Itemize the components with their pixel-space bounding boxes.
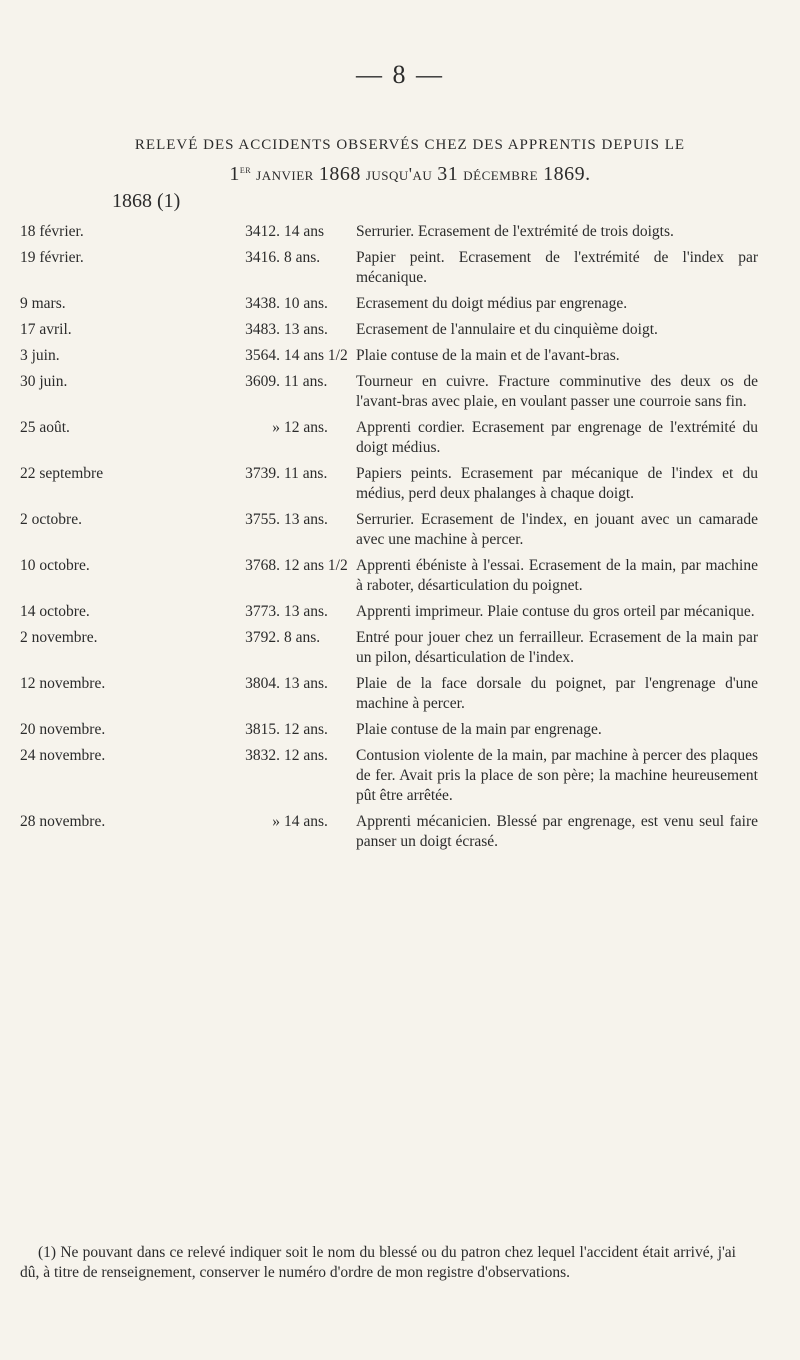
entry-description: Entré pour jouer chez un ferrailleur. Ecrasement de la main par un pilon, désarticulation de l'index. [356,629,758,666]
entry-age: 12 ans. [284,747,328,764]
list-item [20,418,780,458]
entry-register-number: 3755. [245,511,280,528]
entry-register-number: 3438. [245,295,280,312]
entry-description: Plaie contuse de la main par engrenage. [356,721,602,738]
entry-description: Papiers peints. Ecrasement par mécanique de l'index et du médius, perd deux phalanges à chaque doigt. [356,465,758,502]
entry-register-number: 3832. [245,747,280,764]
list-item [20,628,780,668]
list-item [20,248,780,288]
list-item [20,320,780,340]
entry-description: Ecrasement du doigt médius par engrenage. [356,295,628,312]
entry-description: Ecrasement de l'annulaire et du cinquième doigt. [356,321,658,338]
entry-age: 8 ans. [284,629,321,646]
title-month-end: décembre [463,164,539,184]
title-day-suffix: er [239,164,252,176]
footnote: (1) Ne pouvant dans ce relevé indiquer soit le nom du blessé ou du patron chez lequel l'accident était arrivé, j'ai dû, à titre de renseignement, conserver le numéro d'ordre de mon registre d'observations. [20,1244,736,1281]
entry-age: 13 ans. [284,603,328,620]
entry-register-number: 3483. [245,321,280,338]
entry-register-number: 3768. [245,557,280,574]
list-item [20,674,780,714]
list-item [20,346,780,366]
title-until: jusqu'au [365,164,433,184]
entry-age: 12 ans. [284,721,328,738]
entry-register-number: » [272,419,280,436]
entry-date: 12 novembre. [20,675,106,692]
title-day-one: 1 [229,163,240,185]
entry-description: Papier peint. Ecrasement de l'extrémité de l'index par mécanique. [356,249,758,286]
entry-age: 13 ans. [284,321,328,338]
entry-description: Plaie contuse de la main et de l'avant-bras. [356,347,620,364]
entry-register-number: 3804. [245,675,280,692]
list-item [20,746,780,806]
entry-register-number: 3564. [245,347,280,364]
list-item [20,372,780,412]
document-title [100,133,720,187]
entry-age: 12 ans. [284,419,328,436]
accident-list [20,222,780,858]
page-number: — 8 — [356,60,444,89]
entry-date: 18 février. [20,223,84,240]
entry-date: 25 août. [20,419,70,436]
entry-date: 17 avril. [20,321,72,338]
entry-register-number: 3412. [245,223,280,240]
entry-age: 12 ans 1/2 [284,557,348,574]
entry-description: Plaie de la face dorsale du poignet, par l'engrenage d'une machine à percer. [356,675,758,712]
list-item [20,510,780,550]
title-day-end: 31 [437,163,459,185]
entry-description: Tourneur en cuivre. Fracture comminutive des deux os de l'avant-bras avec plaie, en voulant passer une courroie sans fin. [356,373,758,410]
entry-date: 9 mars. [20,295,66,312]
entry-date: 22 septembre [20,465,104,482]
entry-date: 2 novembre. [20,629,98,646]
entry-date: 2 octobre. [20,511,82,528]
title-year-end: 1869. [543,163,591,185]
entry-age: 14 ans [284,223,325,240]
entry-register-number: 3792. [245,629,280,646]
title-month-start: janvier [256,164,314,184]
entry-date: 24 novembre. [20,747,106,764]
entry-age: 11 ans. [284,465,328,482]
entry-age: 13 ans. [284,675,328,692]
entry-date: 3 juin. [20,347,60,364]
entry-date: 20 novembre. [20,721,106,738]
list-item [20,812,780,852]
entry-register-number: 3416. [245,249,280,266]
entry-date: 30 juin. [20,373,68,390]
entry-register-number: 3739. [245,465,280,482]
entry-date: 14 octobre. [20,603,90,620]
list-item [20,602,780,622]
entry-age: 13 ans. [284,511,328,528]
entry-register-number: 3773. [245,603,280,620]
entry-date: 19 février. [20,249,84,266]
entry-description: Serrurier. Ecrasement de l'extrémité de trois doigts. [356,223,674,240]
list-item [20,294,780,314]
entry-description: Apprenti ébéniste à l'essai. Ecrasement de la main, par machine à raboter, désarticulation du poignet. [356,557,758,594]
entry-description: Serrurier. Ecrasement de l'index, en jouant avec un camarade avec une machine à percer. [356,511,758,548]
entry-description: Contusion violente de la main, par machine à percer des plaques de fer. Avait pris la place de son père; la machine heureusement pût être arrêtée. [356,747,758,804]
entry-date: 28 novembre. [20,813,106,830]
list-item [20,720,780,740]
entry-date: 10 octobre. [20,557,90,574]
entry-description: Apprenti imprimeur. Plaie contuse du gros orteil par mécanique. [356,603,755,620]
entry-description: Apprenti cordier. Ecrasement par engrenage de l'extrémité du doigt médius. [356,419,758,456]
entry-register-number: 3609. [245,373,280,390]
entry-age: 10 ans. [284,295,328,312]
entry-age: 11 ans. [284,373,328,390]
entry-age: 14 ans 1/2 [284,347,348,364]
title-line-1: RELEVÉ DES ACCIDENTS OBSERVÉS CHEZ DES APPRENTIS DEPUIS LE [134,137,686,153]
title-line-2 [100,158,720,187]
entry-register-number: » [272,813,280,830]
entry-register-number: 3815. [245,721,280,738]
list-item [20,556,780,596]
title-year-start: 1868 [318,163,361,185]
list-item [20,222,780,242]
year-heading: 1868 (1) [112,190,181,212]
entry-age: 8 ans. [284,249,321,266]
entry-age: 14 ans. [284,813,328,830]
list-item [20,464,780,504]
entry-description: Apprenti mécanicien. Blessé par engrenage, est venu seul faire panser un doigt écrasé. [356,813,758,850]
